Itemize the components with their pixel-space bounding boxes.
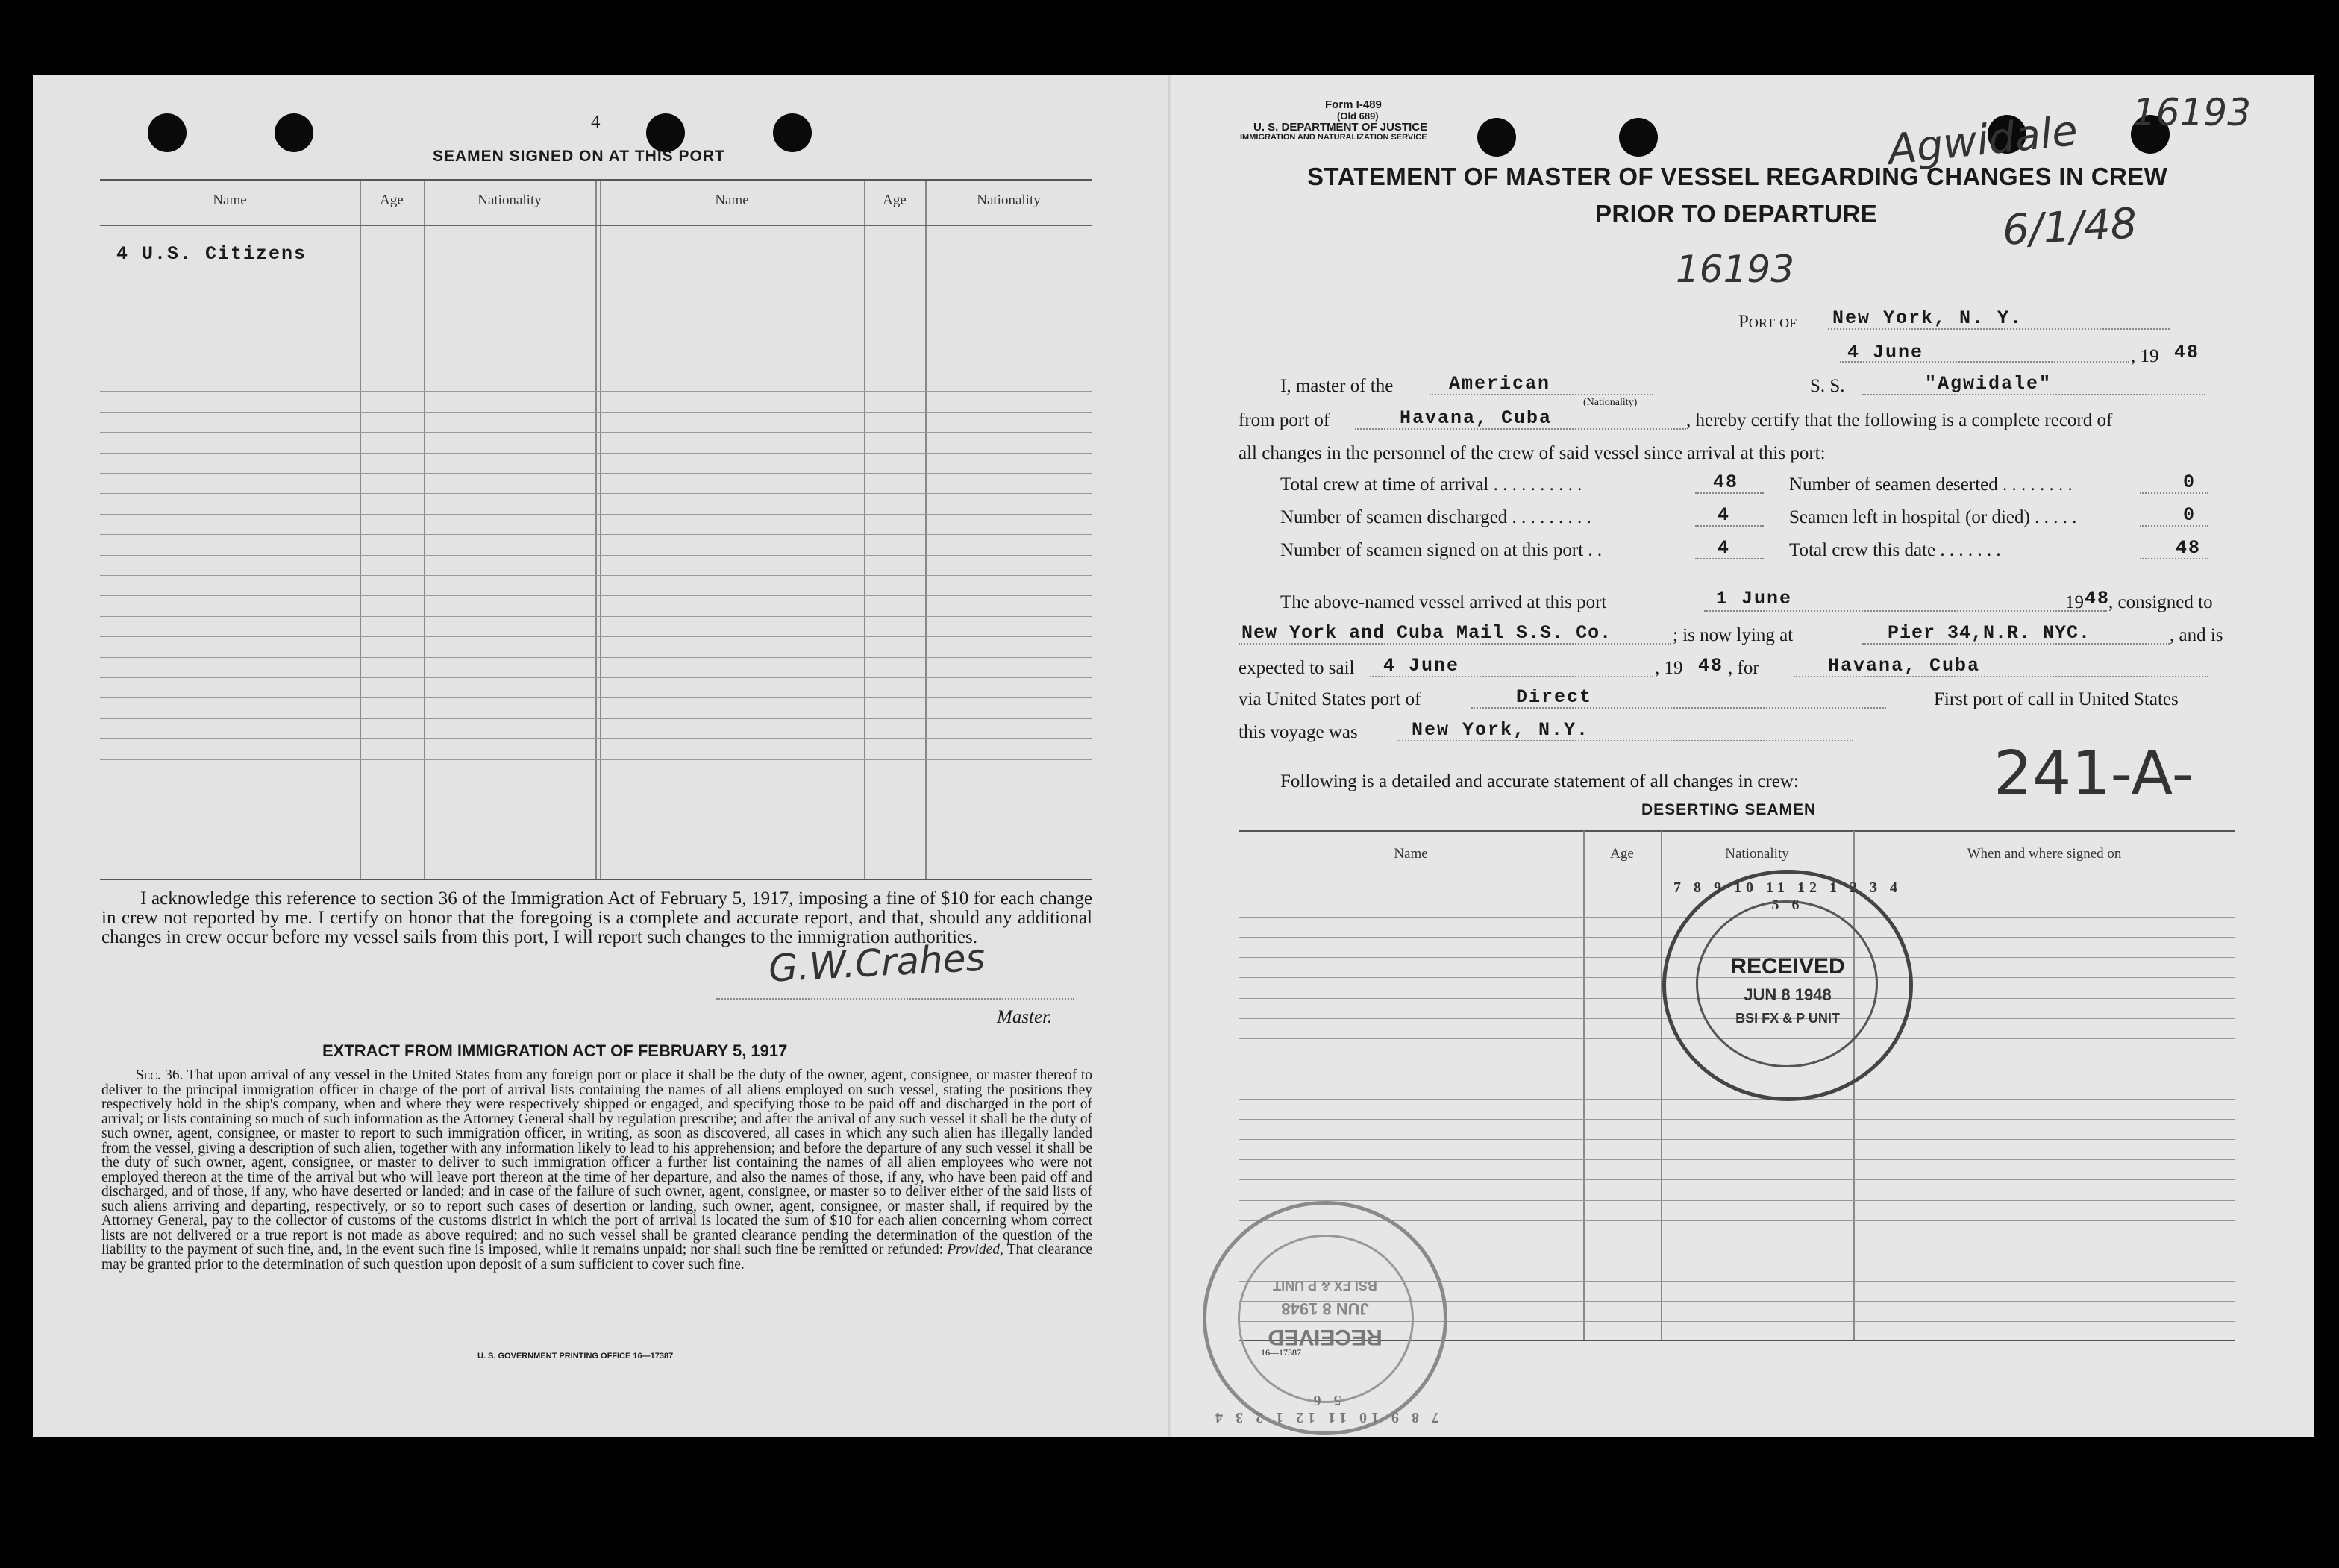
arrived-year: 48 (2085, 588, 2111, 609)
column-header-name: Name (213, 192, 247, 208)
from-port-label: from port of (1239, 410, 1330, 430)
handwritten-number-mid: 16193 (1676, 248, 1795, 291)
table-row-line (100, 453, 1092, 454)
stat-hospital-value: 0 (2183, 504, 2196, 526)
table-row-line (100, 738, 1092, 739)
form-title-line1: STATEMENT OF MASTER OF VESSEL REGARDING CHANGES IN CREW (1307, 163, 2168, 190)
column-header-nationality: Nationality (477, 192, 542, 208)
port-label: Port of (1738, 312, 1797, 332)
certify-text: , hereby certify that the following is a complete record of (1686, 410, 2113, 430)
following-text: Following is a detailed and accurate statement of all changes in crew: (1280, 771, 1799, 791)
ss-value: "Agwidale" (1925, 373, 2053, 395)
table-row-line (100, 616, 1092, 617)
table-row-line (100, 555, 1092, 556)
year-value: 48 (2174, 342, 2200, 363)
stat-total-date: Total crew this date . . . . . . . (1789, 540, 2001, 560)
table-row-line (100, 514, 1092, 515)
expected-year: 48 (1698, 655, 1724, 677)
crew-entry: 4 U.S. Citizens (116, 243, 307, 265)
consignee: New York and Cuba Mail S.S. Co. (1241, 622, 1612, 644)
table-row-line (100, 595, 1092, 596)
column-header-nationality: Nationality (977, 192, 1041, 208)
punch-hole (773, 113, 812, 152)
punch-hole (1477, 118, 1516, 157)
voyage-value: New York, N.Y. (1412, 719, 1590, 741)
master-of-label: I, master of the (1280, 376, 1394, 396)
expected-year-prefix: , 19 (1655, 658, 1683, 678)
stat-discharged-value: 4 (1718, 504, 1731, 526)
stamp-date: JUN 8 1948 (1281, 1299, 1369, 1318)
year-prefix: , 19 (2131, 346, 2159, 366)
deserting-title: DESERTING SEAMEN (1641, 801, 1817, 818)
voyage-label: this voyage was (1239, 722, 1358, 742)
for-label: , for (1728, 658, 1759, 678)
date-value: 4 June (1847, 342, 1924, 363)
master-signature: G.W.Crahes (767, 935, 986, 991)
table-row-line (100, 718, 1092, 719)
table-row-line (100, 473, 1092, 474)
form-footer: 16—17387 (1261, 1347, 1301, 1358)
lying-text: ; is now lying at (1673, 625, 1794, 645)
table-row-line (100, 575, 1092, 576)
form-old-number: (Old 689) (1337, 110, 1379, 122)
form-number: Form I-489 (1325, 98, 1382, 111)
stat-total-arrival-value: 48 (1713, 471, 1739, 493)
stat-deserted: Number of seamen deserted . . . . . . . . (1789, 474, 2073, 495)
received-stamp-inverted (1203, 1201, 1447, 1435)
stat-signed-on-value: 4 (1718, 537, 1731, 559)
expected-date: 4 June (1383, 655, 1460, 677)
first-port-label: First port of call in United States (1934, 689, 2179, 709)
consigned-to: , consigned to (2108, 592, 2213, 612)
table-row-line (100, 759, 1092, 760)
desert-header-nationality: Nationality (1725, 846, 1789, 862)
table-row-line (100, 493, 1092, 494)
stat-total-arrival: Total crew at time of arrival . . . . . . . . . . (1280, 474, 1582, 495)
stamp-unit: BSI FX & P UNIT (1273, 1278, 1377, 1293)
extract-text: Sec. 36. That upon arrival of any vessel in the United States from any foreign port or place it shall be the duty of the owner, agent, consignee, or master thereof to deliver to the principal immigration officer in charge of the port of arrival lists containing the names of all aliens employed on such vessel, stating the positions they respectively hold in the ship's company, when and where they were respectively shipped or engaged, and specifying those to be paid off and discharged in the port of arrival; or lists containing so much of such information as the Attorney General shall by regulation prescribe; and after the arrival of any such vessel it shall be the duty of such owner, agent, consignee, or master to report to such immigration officer, in writing, as soon as discovered, all cases in which any such alien has illegally landed from the vessel, giving a description of such alien, together with any information likely to lead to his apprehension; and before the departure of any such vessel it shall be the duty of such owner, agent, consignee, or master to deliver to such immigration officer a further list containing the names of all alien employees who were not employed thereon at the time of the arrival but who will leave port thereon at the time of her departure, and also the names of those, if any, who have been paid off and discharged, and of those, if any, who have deserted or landed; and in case of the failure of such owner, agent, consignee, or master so to deliver either of the said lists of such aliens arriving and departing, respectively, or so to report such cases of desertion or landing, such owner, agent, consignee, or master shall, if required by the Attorney General, pay to the collector of customs of the customs district in which the port of arrival is located the sum of $10 for each alien concerning whom correct lists are not delivered or a true report is not made as above required; and no such vessel shall be granted clearance pending the determination of the question of the liability to the payment of such fine, and, in the event such fine is imposed, while it remains unpaid; nor shall such fine be remitted or refunded: Provided, That clearance may be granted prior to the determination of such question upon deposit of a sum sufficient to cover such fine. (101, 1067, 1093, 1273)
page-number: 4 (591, 112, 601, 132)
table-row-line (1239, 1159, 2235, 1160)
stamp-unit: BSI FX & P UNIT (1735, 1011, 1840, 1026)
punch-hole (148, 113, 187, 152)
table-row-line (100, 677, 1092, 678)
column-header-name: Name (715, 192, 749, 208)
punch-hole (275, 113, 313, 152)
table-row-line (100, 697, 1092, 698)
column-header-age: Age (883, 192, 907, 208)
table-row-line (1239, 1179, 2235, 1180)
via-value: Direct (1516, 686, 1593, 708)
handwritten-code: 241-A- (1994, 738, 2194, 809)
table-row-line (1239, 1119, 2235, 1120)
nationality-caption: (Nationality) (1583, 397, 1638, 408)
table-row-line (1239, 1139, 2235, 1140)
desert-header-name: Name (1394, 846, 1428, 862)
stat-hospital: Seamen left in hospital (or died) . . . . . (1789, 507, 2077, 527)
printer-mark: U. S. GOVERNMENT PRINTING OFFICE 16—17387 (477, 1352, 674, 1361)
from-port-value: Havana, Cuba (1400, 407, 1553, 429)
form-title-line2: PRIOR TO DEPARTURE (1595, 200, 1878, 228)
and-is: , and is (2170, 625, 2223, 645)
service: IMMIGRATION AND NATURALIZATION SERVICE (1240, 133, 1427, 142)
stat-deserted-value: 0 (2183, 471, 2196, 493)
expected-label: expected to sail (1239, 658, 1355, 678)
lying-value: Pier 34,N.R. NYC. (1888, 622, 2091, 644)
punch-hole (646, 113, 685, 152)
all-changes-text: all changes in the personnel of the crew of said vessel since arrival at this port: (1239, 443, 1826, 463)
stat-total-date-value: 48 (2176, 537, 2202, 559)
stamp-received: RECEIVED (1730, 954, 1845, 979)
master-label: Master. (997, 1007, 1053, 1027)
column-header-age: Age (380, 192, 404, 208)
table-row-line (100, 657, 1092, 658)
received-stamp (1662, 870, 1913, 1101)
table-row-line (100, 391, 1092, 392)
handwritten-vessel: Agwidale (1885, 106, 2080, 175)
stamp-received: RECEIVED (1268, 1325, 1383, 1349)
stamp-date: JUN 8 1948 (1744, 985, 1832, 1004)
handwritten-date: 6/1/48 (2001, 199, 2138, 255)
department: U. S. DEPARTMENT OF JUSTICE (1253, 121, 1428, 134)
desert-header-signed-on: When and where signed on (1967, 846, 2122, 862)
punch-hole (1619, 118, 1658, 157)
table-row-line (100, 432, 1092, 433)
section-title: SEAMEN SIGNED ON AT THIS PORT (433, 148, 725, 165)
stat-signed-on: Number of seamen signed on at this port . . (1280, 540, 1603, 560)
acknowledgment-text: I acknowledge this reference to section 36 of the Immigration Act of February 5, 1917, imposing a fine of $10 for each change in crew not reported by me. I certify on honor that the foregoing is a complete and accurate report, and that, should any additional changes in crew occur before my vessel sails from this port, I will report such changes to the immigration authorities. (101, 888, 1092, 947)
table-row-line (100, 636, 1092, 637)
arrived-year-prefix: 19 (2065, 592, 2084, 612)
table-row-line (1239, 1099, 2235, 1100)
table-row-line (100, 412, 1092, 413)
stat-discharged: Number of seamen discharged . . . . . . . . . (1280, 507, 1591, 527)
arrived-text: The above-named vessel arrived at this port (1280, 592, 1607, 612)
table-row-line (1239, 1200, 2235, 1201)
via-label: via United States port of (1239, 689, 1421, 709)
arrived-date: 1 June (1716, 588, 1793, 609)
port-value: New York, N. Y. (1832, 307, 2023, 329)
handwritten-number-top: 16193 (2132, 91, 2252, 134)
ss-label: S. S. (1810, 376, 1845, 396)
extract-title: EXTRACT FROM IMMIGRATION ACT OF FEBRUARY 5, 1917 (322, 1041, 788, 1060)
nationality-value: American (1449, 373, 1551, 395)
stamp-digits: 7 8 9 10 11 12 1 2 3 4 5 6 (1211, 1392, 1439, 1426)
desert-header-age: Age (1610, 846, 1634, 862)
for-value: Havana, Cuba (1828, 655, 1981, 677)
stamp-digits: 7 8 9 10 11 12 1 2 3 4 5 6 (1673, 879, 1902, 913)
table-row-line (100, 534, 1092, 535)
